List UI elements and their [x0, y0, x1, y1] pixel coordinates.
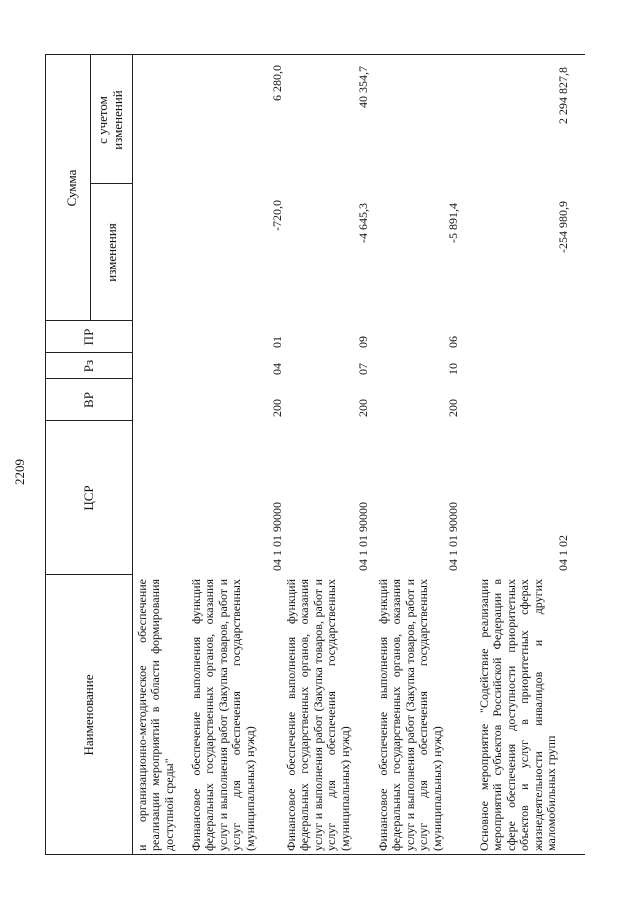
row2-rz: 04 [270, 363, 284, 375]
header-name: Наименование [81, 674, 96, 756]
row3-with-changes: 40 354,7 [356, 66, 370, 108]
header-separator [132, 55, 133, 855]
header-with-changes: с учетом изменений [95, 90, 125, 150]
row4-pr: 06 [446, 336, 460, 348]
row4-vr: 200 [446, 399, 460, 417]
table-border-top [45, 55, 46, 855]
table-border-left [45, 854, 585, 855]
row2-pr: 01 [270, 336, 284, 348]
row2-vr: 200 [270, 399, 284, 417]
row1-name: и организационно-методическое обеспечение реализации мероприятий в области формирования доступной среды" [135, 579, 176, 851]
row4-name: Финансовое обеспечение выполнения функций федеральных государственных органов, оказания услуг и выполнения работ (Закупка товаров, работ и услуг для обеспечения государственных (муниципальных) нужд) [376, 579, 444, 851]
row2-with-changes: 6 280,0 [270, 65, 284, 101]
sum-subheader-separator [90, 55, 91, 321]
header-sum: Сумма [64, 169, 79, 207]
table-border-right [45, 54, 585, 55]
header-pr: ПР [81, 328, 96, 346]
row5-csr: 04 1 02 [556, 535, 570, 571]
row3-csr: 04 1 01 90000 [356, 502, 370, 571]
row3-vr: 200 [356, 399, 370, 417]
page-number: 2209 [12, 459, 27, 485]
row2-csr: 04 1 01 90000 [270, 502, 284, 571]
header-csr: ЦСР [81, 485, 96, 511]
row4-changes: -5 891,4 [446, 203, 460, 243]
row2-name: Финансовое обеспечение выполнения функций федеральных государственных органов, оказания услуг и выполнения работ (Закупка товаров, работ и услуг для обеспечения государственных (муниципальных) нужд) [189, 579, 257, 851]
header-changes: изменения [104, 223, 119, 282]
row3-pr: 09 [356, 336, 370, 348]
row3-name: Финансовое обеспечение выполнения функций федеральных государственных органов, оказания услуг и выполнения работ (Закупка товаров, работ и услуг для обеспечения государственных (муниципальных) нужд) [284, 579, 352, 851]
row2-changes: -720,0 [270, 200, 284, 231]
row4-csr: 04 1 01 90000 [446, 502, 460, 571]
row3-changes: -4 645,3 [356, 203, 370, 243]
row5-changes: -254 980,9 [556, 201, 570, 253]
row5-name: Основное мероприятие "Содействие реализации мероприятий субъектов Российской Федерации в сфере обеспечения доступности приоритетных объектов и услуг в приоритетных сферах жизнедеятельности инвалидов и других маломобильных групп [477, 579, 559, 851]
header-vr: ВР [81, 392, 96, 408]
header-rz: Рз [81, 359, 96, 373]
row3-rz: 07 [356, 363, 370, 375]
row4-rz: 10 [446, 363, 460, 375]
row5-with-changes: 2 294 827,8 [556, 67, 570, 124]
